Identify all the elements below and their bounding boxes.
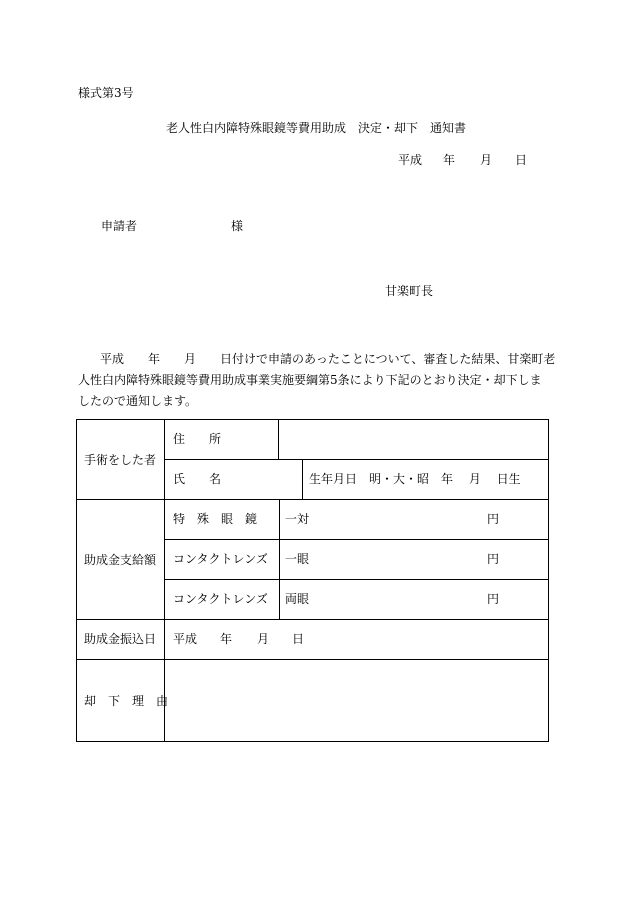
applicant-honorific: 様 (231, 219, 244, 233)
applicant-label: 申請者 (101, 219, 138, 233)
notice-paragraph (78, 349, 558, 412)
item-qty: 両眼 (285, 592, 310, 606)
transfer-day: 日 (292, 632, 305, 646)
item-label: コンタクトレンズ (173, 592, 268, 606)
row-divider (165, 579, 549, 580)
date-day: 日 (515, 153, 528, 167)
row-divider (165, 459, 549, 460)
date-month: 月 (480, 153, 493, 167)
row-divider (77, 659, 549, 660)
item-unit: 円 (487, 592, 500, 606)
date-era: 平成 (398, 153, 423, 167)
item-label: コンタクトレンズ (173, 552, 268, 566)
column-divider (279, 500, 280, 620)
column-divider (302, 460, 303, 500)
item-unit: 円 (487, 552, 500, 566)
subsidy-header: 助成金支給額 (84, 553, 157, 567)
row-divider (77, 499, 549, 500)
column-divider (278, 420, 279, 460)
subsidy-table (76, 419, 549, 742)
name-label: 氏 名 (173, 472, 222, 486)
row-divider (77, 619, 549, 620)
transfer-month: 月 (257, 632, 270, 646)
paragraph-line: したので通知します。 (78, 394, 198, 408)
transfer-year: 年 (220, 632, 233, 646)
item-qty: 一眼 (285, 552, 310, 566)
patient-header: 手術をした者 (84, 453, 157, 467)
birthdate-label: 生年月日 明・大・昭 年 月 日生 (309, 472, 521, 486)
paragraph-line: 平成 年 月 日付けで申請のあったことについて、審査した結果、甘楽町老 (100, 352, 556, 366)
transfer-label: 助成金振込日 (84, 632, 157, 646)
form-number: 様式第3号 (78, 86, 134, 100)
item-unit: 円 (487, 512, 500, 526)
paragraph-line: 人性白内障特殊眼鏡等費用助成事業実施要綱第5条により下記のとおり決定・却下しま (78, 373, 542, 387)
column-divider (164, 420, 165, 741)
item-qty: 一対 (285, 512, 310, 526)
address-label: 住 所 (173, 432, 222, 446)
transfer-era: 平成 (173, 632, 198, 646)
item-label: 特 殊 眼 鏡 (173, 512, 258, 526)
row-divider (165, 539, 549, 540)
issuer-name: 甘楽町長 (385, 284, 434, 298)
page-title: 老人性白内障特殊眼鏡等費用助成 決定・却下 通知書 (166, 121, 467, 135)
reject-label: 却 下 理 由 (84, 694, 169, 708)
date-year: 年 (443, 153, 456, 167)
